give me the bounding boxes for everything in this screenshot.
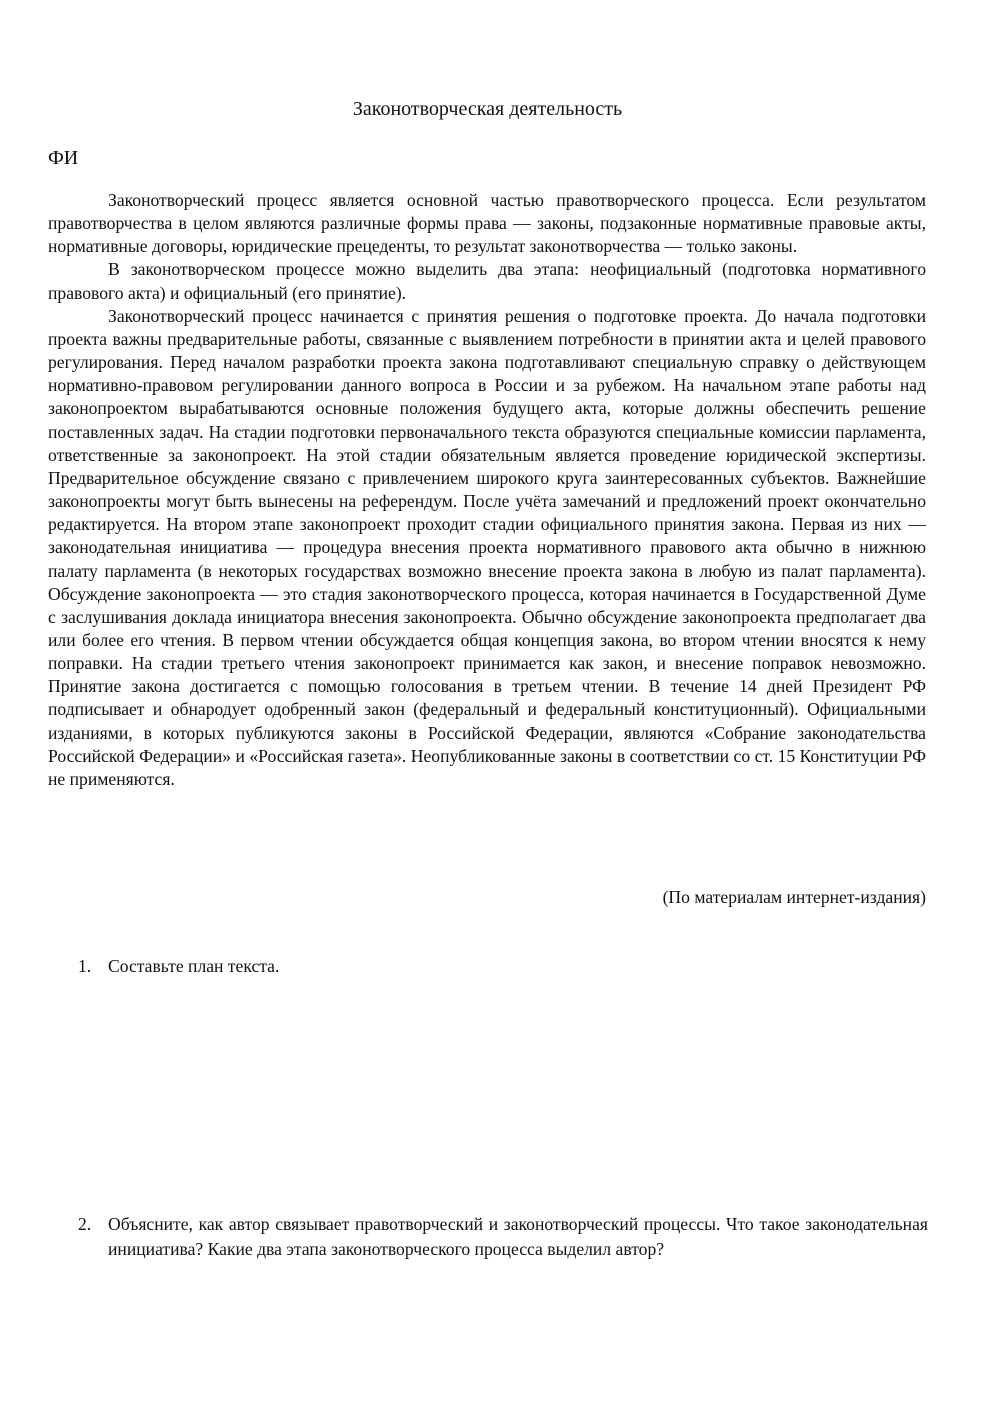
paragraph-3: Законотворческий процесс начинается с принятия решения о подготовке проекта. До начала подготовки проекта важны предварительные работы, связанные с выявлением потребности в принятии акта и целей правового регулирования. Перед началом разработки проекта закона подготавливают специальную справку о действующем нормативно-правовом регулировании данного вопроса в России и за рубежом. На начальном этапе работы над законопроектом вырабатываются основные положения будущего акта, которые должны обеспечить решение поставленных задач. На стадии подготовки первоначального текста образуются специальные комиссии парламента, ответственные за законопроект. На этой стадии обязательным является проведение юридической экспертизы. Предварительное обсуждение связано с привлечением широкого круга заинтересованных субъектов. Важнейшие законопроекты могут быть вынесены на референдум. После учёта замечаний и предложений проект окончательно редактируется. На втором этапе законопроект проходит стадии официального принятия закона. Первая из них — законодательная инициатива — процедура внесения проекта нормативного правового акта обычно в нижнюю палату парламента (в некоторых государствах возможно внесение проекта закона в любую из палат парламента). Обсуждение законопроекта — это стадия законотворческого процесса, которая начинается в Государственной Думе с заслушивания доклада инициатора внесения законопроекта. Обычно обсуждение законопроекта предполагает два или более его чтения. В первом чтении обсуждается общая концепция закона, во втором чтении вносятся к нему поправки. На стадии третьего чтения законопроект принимается как закон, и внесение поправок невозможно. Принятие закона достигается с помощью голосования в третьем чтении. В течение 14 дней Президент РФ подписывает и обнародует одобренный закон (федеральный и федеральный конституционный). Официальными изданиями, в которых публикуются законы в Российской Федерации, являются «Собрание законодательства Российской Федерации» и «Российская газета». Неопубликованные законы в соответствии со ст. 15 Конституции РФ не применяются. xyxy=(48,305,926,789)
document-title: Законотворческая деятельность xyxy=(352,98,623,120)
paragraph-2: В законотворческом процессе можно выделить два этапа: неофициальный (подготовка нормативного правового акта) и официальный (его принятие). xyxy=(48,259,926,303)
task-text: Объясните, как автор связывает правотворческий и законотворческий процессы. Что такое законодательная инициатива? Какие два этапа законотворческого процесса выделил автор? xyxy=(108,1214,928,1259)
task-item-2 xyxy=(78,1212,928,1264)
task-text: Составьте план текста. xyxy=(108,956,280,976)
paragraph-1: Законотворческий процесс является основной частью правотворческого процесса. Если результатом правотворчества в целом являются различные формы права — законы, подзаконные нормативные правовые акты, нормативные договоры, юридические прецеденты, то результат законотворчества — только законы. xyxy=(48,190,926,257)
article-text xyxy=(48,189,926,791)
task-number: 1. xyxy=(78,956,92,976)
task-number: 2. xyxy=(78,1214,92,1234)
task-item-1 xyxy=(78,954,928,980)
source-attribution: (По материалам интернет-издания) xyxy=(662,887,926,907)
name-field-label: ФИ xyxy=(48,147,79,169)
